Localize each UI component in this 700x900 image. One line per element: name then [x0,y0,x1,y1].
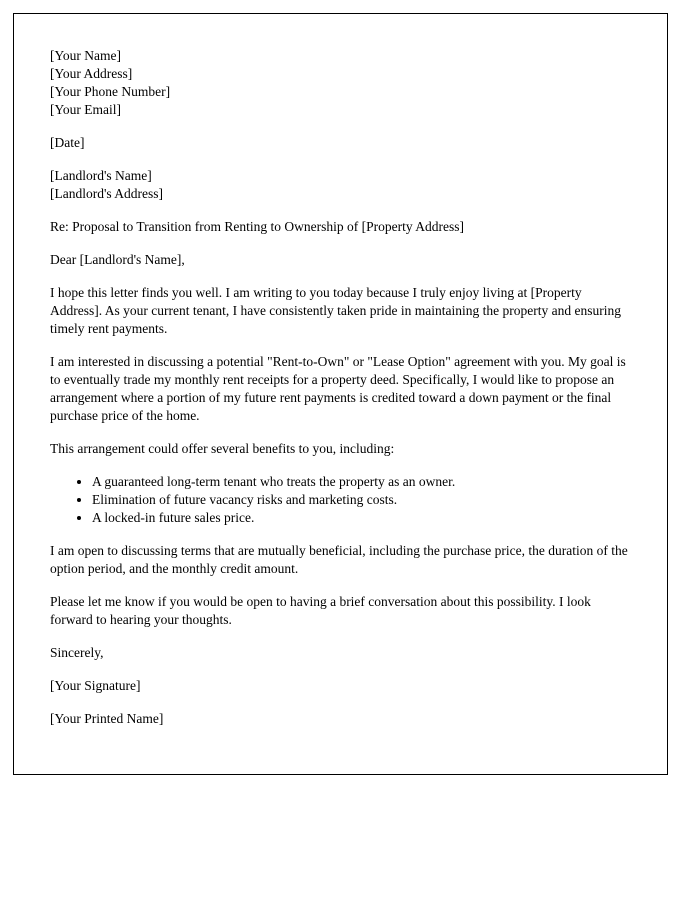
paragraph-benefits-lead: This arrangement could offer several benefits to you, including: [50,441,395,456]
paragraph-terms: I am open to discussing terms that are mutually beneficial, including the purchase price, the duration of the option period, and the monthly credit amount. [50,543,628,576]
sender-email-line: [Your Email] [50,102,122,117]
benefits-list [50,473,631,527]
paragraph-proposal: I am interested in discussing a potential "Rent-to-Own" or "Lease Option" agreement with you. My goal is to eventually trade my monthly rent receipts for a property deed. Specifically, I would like to propose an arrangement where a portion of my future rent payments is credited toward a down payment or the final purchase price of the home. [50,354,626,423]
closing-line: Sincerely, [50,645,104,660]
printed-name-line: [Your Printed Name] [50,711,164,726]
paragraph-intro: I hope this letter finds you well. I am writing to you today because I truly enjoy living at [Property Address]. As your current tenant, I have consistently taken pride in maintaining the property and ensuring timely rent payments. [50,285,621,336]
sender-block [50,47,631,119]
salutation: Dear [Landlord's Name], [50,252,185,267]
benefit-item-vacancy-risk: • Elimination of future vacancy risks and marketing costs. [92,491,631,509]
landlord-name-line: [Landlord's Name] [50,168,152,183]
subject-line: Re: Proposal to Transition from Renting to Ownership of [Property Address] [50,219,464,234]
recipient-block [50,167,631,203]
sender-name-line: [Your Name] [50,48,121,63]
date-line: [Date] [50,135,85,150]
landlord-address-line: [Landlord's Address] [50,186,164,201]
letter-document [13,13,668,775]
paragraph-call-to-action: Please let me know if you would be open to having a brief conversation about this possibility. I look forward to hearing your thoughts. [50,594,591,627]
sender-address-line: [Your Address] [50,66,133,81]
benefit-item-locked-price: • A locked-in future sales price. [92,509,631,527]
benefit-item-long-term-tenant: • A guaranteed long-term tenant who treats the property as an owner. [92,473,631,491]
sender-phone-line: [Your Phone Number] [50,84,171,99]
signature-line: [Your Signature] [50,678,141,693]
